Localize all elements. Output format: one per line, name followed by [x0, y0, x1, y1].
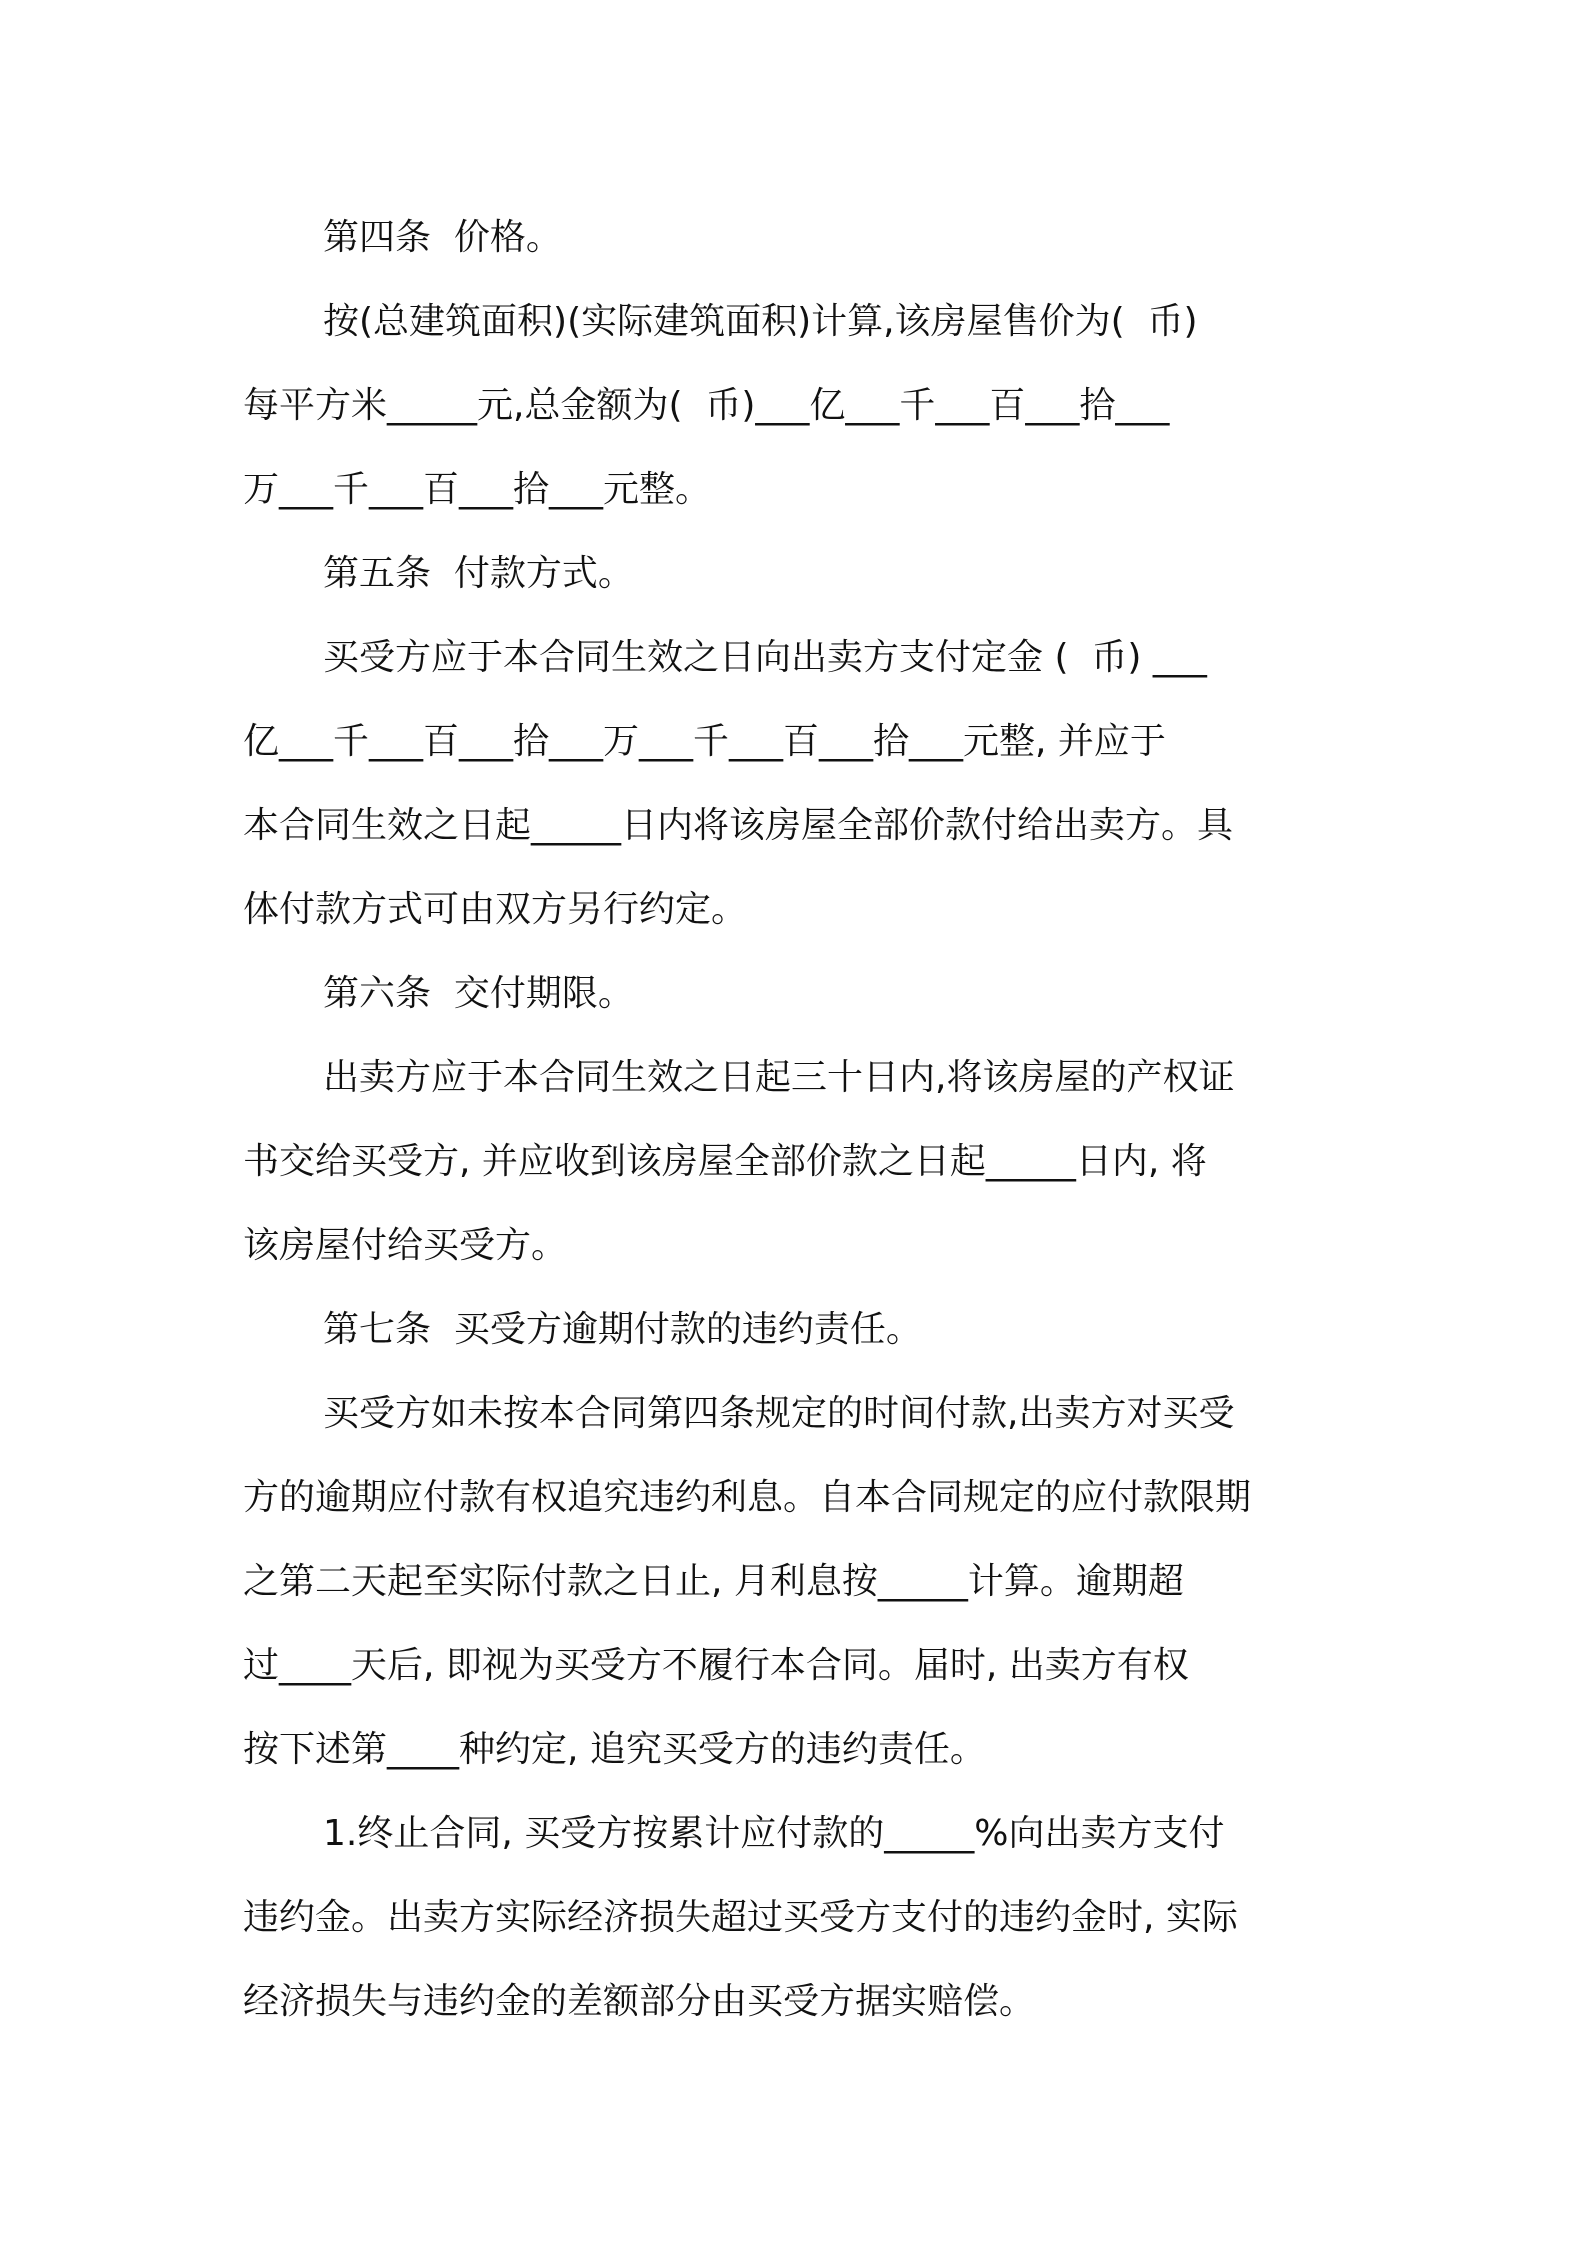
article-7-heading: 第七条 买受方逾期付款的违约责任。: [323, 1309, 922, 1350]
article-6-line: 该房屋付给买受方。: [243, 1225, 568, 1266]
article-6-line: 书交给买受方, 并应收到该房屋全部价款之日起_____日内, 将: [243, 1141, 1207, 1182]
article-4-line: 按(总建筑面积)(实际建筑面积)计算,该房屋售价为( 币): [323, 301, 1198, 342]
article-4-line: 万___千___百___拾___元整。: [243, 469, 712, 510]
article-7-line: 方的逾期应付款有权追究违约利息。自本合同规定的应付款限期: [243, 1477, 1252, 1518]
article-7-line: 买受方如未按本合同第四条规定的时间付款,出卖方对买受: [323, 1393, 1235, 1434]
article-6-heading: 第六条 交付期限。: [323, 973, 634, 1014]
article-5-line: 体付款方式可由双方另行约定。: [243, 889, 748, 930]
article-5-heading: 第五条 付款方式。: [323, 553, 634, 594]
article-7-line: 之第二天起至实际付款之日止, 月利息按_____计算。逾期超: [243, 1561, 1184, 1602]
article-4-heading: 第四条 价格。: [323, 217, 562, 258]
article-7-line: 过____天后, 即视为买受方不履行本合同。届时, 出卖方有权: [243, 1645, 1189, 1686]
article-7-line: 按下述第____种约定, 追究买受方的违约责任。: [243, 1729, 986, 1770]
article-5-line: 亿___千___百___拾___万___千___百___拾___元整, 并应于: [243, 721, 1166, 762]
article-5-line: 买受方应于本合同生效之日向出卖方支付定金 ( 币) ___: [323, 637, 1207, 678]
article-7-item-1-line: 违约金。出卖方实际经济损失超过买受方支付的违约金时, 实际: [243, 1897, 1238, 1938]
article-4-line: 每平方米_____元,总金额为( 币)___亿___千___百___拾___: [243, 385, 1170, 426]
article-6-line: 出卖方应于本合同生效之日起三十日内,将该房屋的产权证: [323, 1057, 1235, 1098]
contract-text: [243, 196, 1351, 2044]
article-5-line: 本合同生效之日起_____日内将该房屋全部价款付给出卖方。具: [243, 805, 1234, 846]
article-7-item-1-line: 经济损失与违约金的差额部分由买受方据实赔偿。: [243, 1981, 1036, 2022]
article-7-item-1-line: 1.终止合同, 买受方按累计应付款的_____%向出卖方支付: [323, 1813, 1225, 1854]
